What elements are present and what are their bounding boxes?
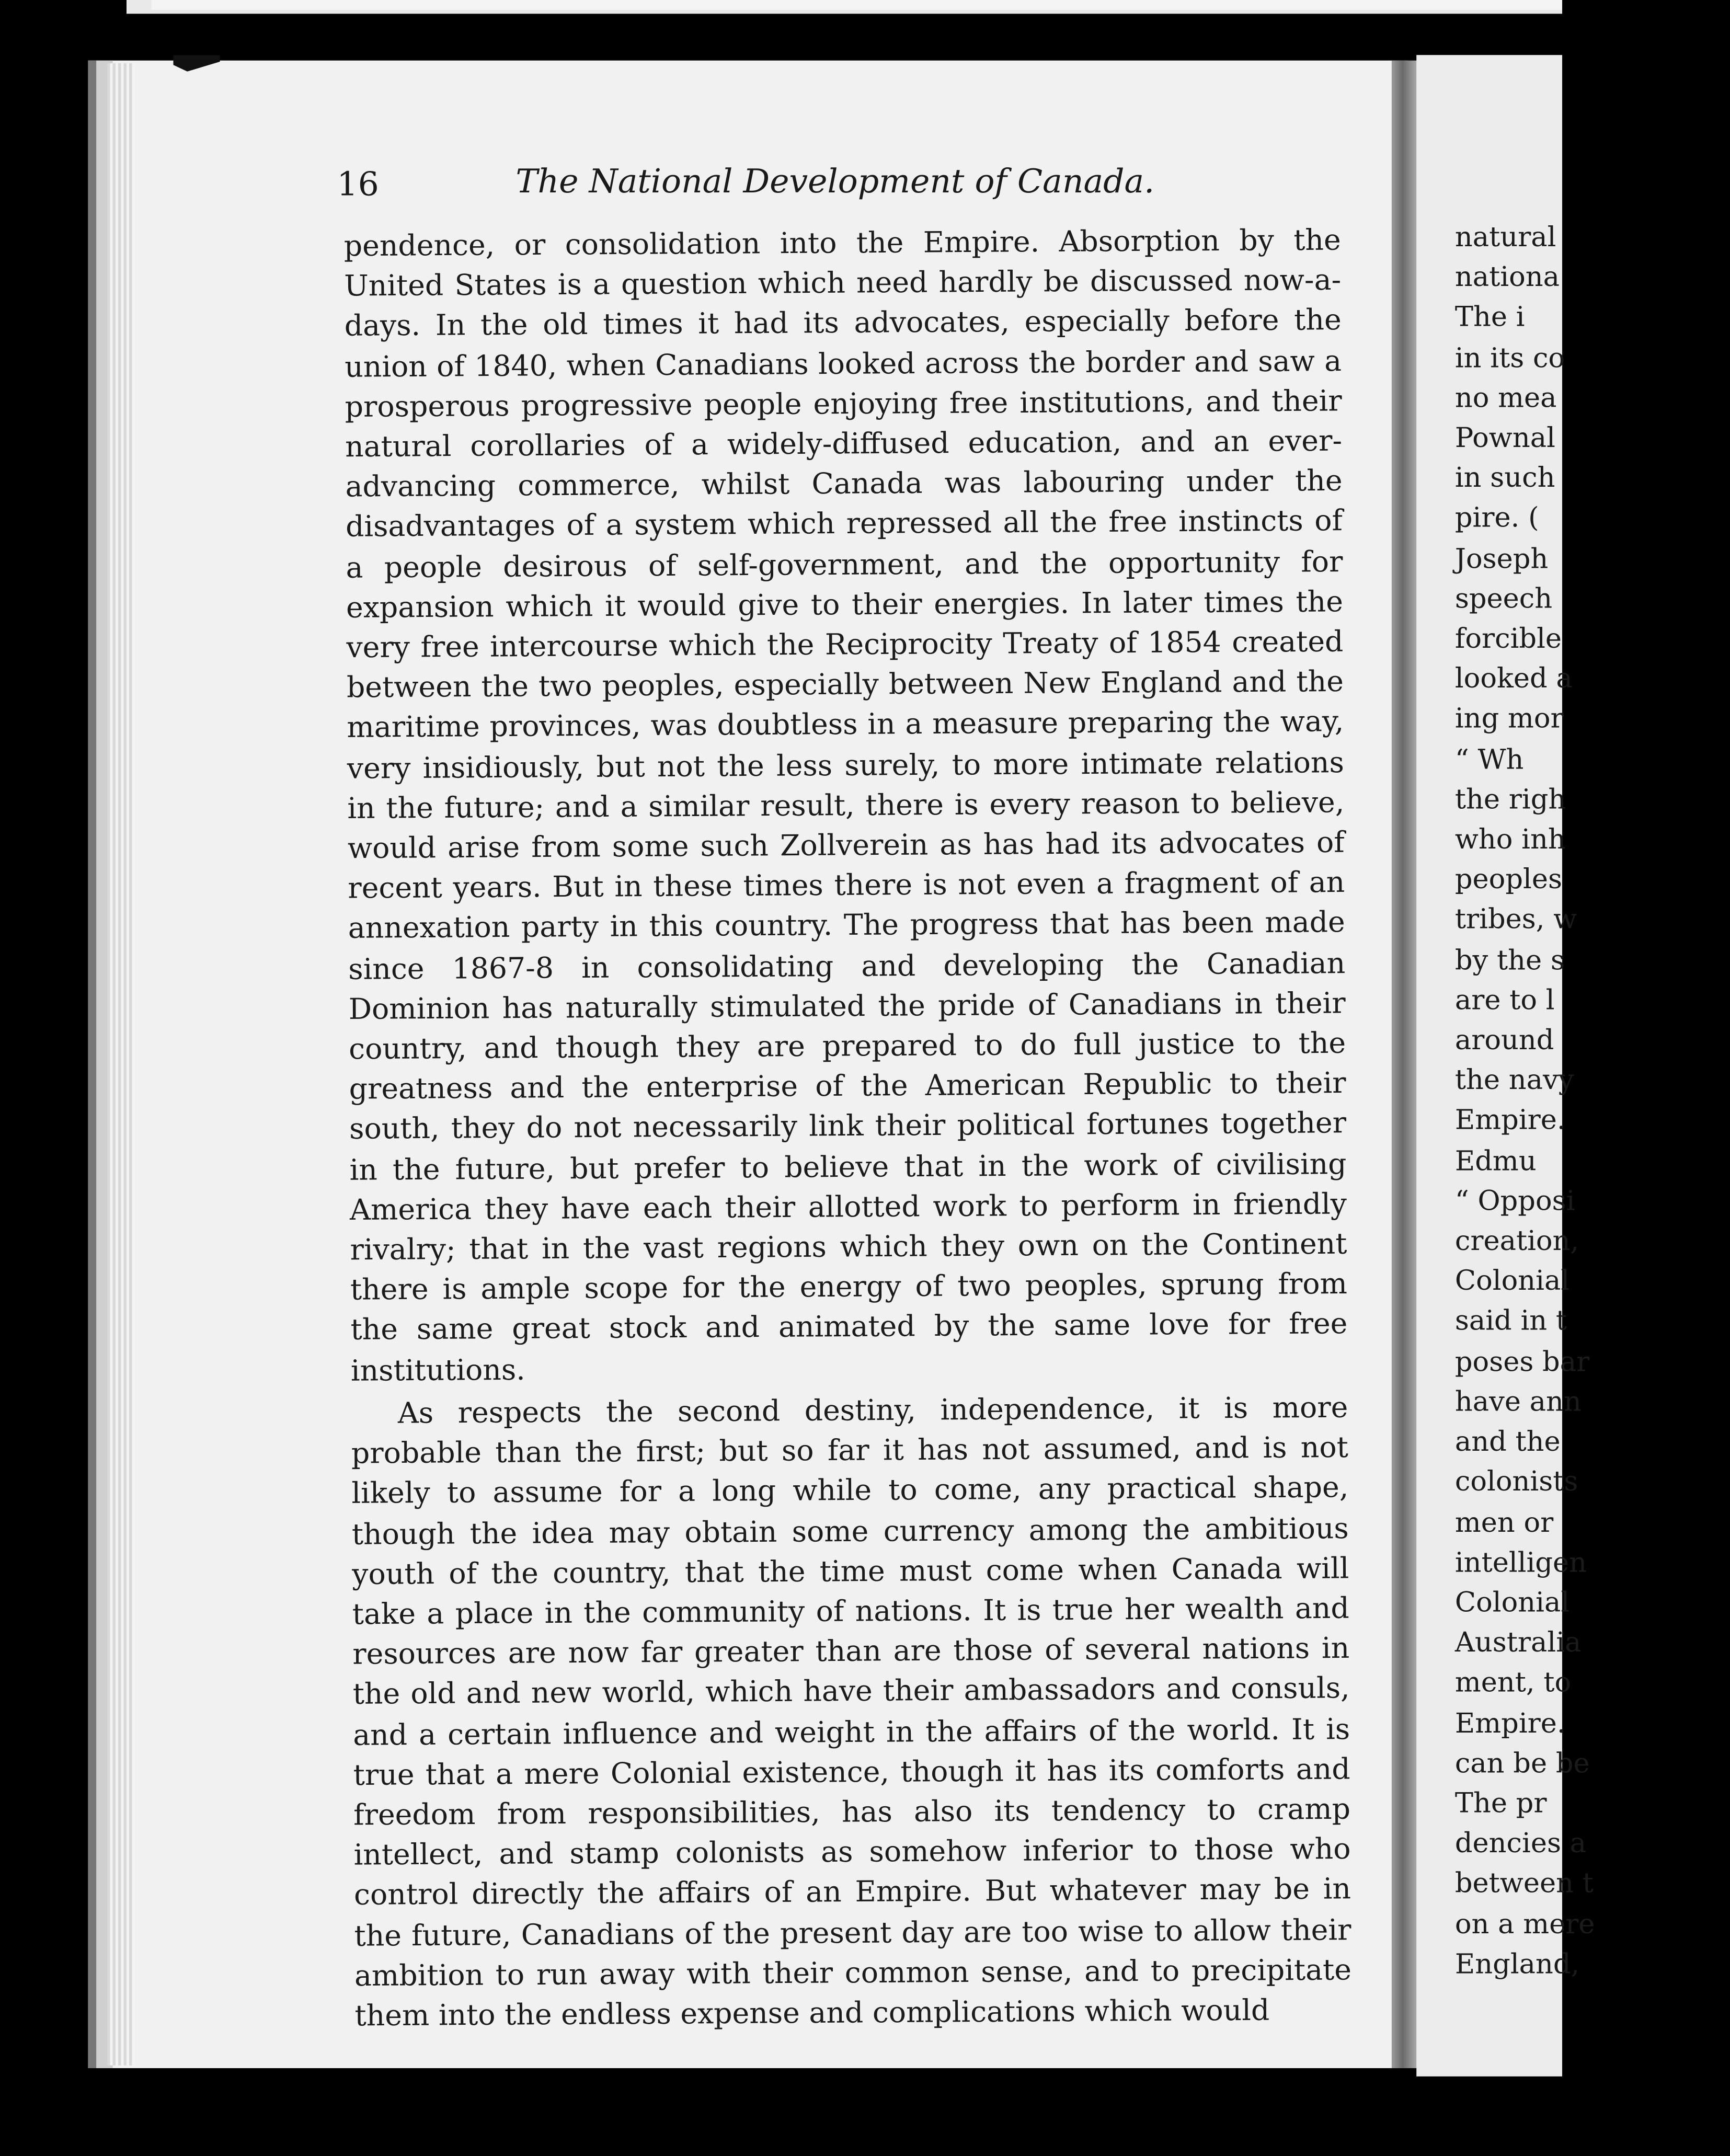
- right-page-line: said in t: [1454, 1304, 1567, 1337]
- right-page-line: England,: [1454, 1946, 1580, 1980]
- right-page: [1416, 55, 1595, 2077]
- book-gutter: [1392, 61, 1419, 2068]
- right-page-line: ing mor: [1454, 702, 1564, 735]
- right-page-line: speech: [1454, 581, 1553, 615]
- right-page-line: Empire.: [1454, 1103, 1566, 1137]
- body-text: [344, 221, 1352, 2036]
- right-page-line: pire. (: [1454, 501, 1539, 534]
- right-page-line: the navy: [1454, 1063, 1574, 1097]
- right-page-line: natural: [1454, 220, 1556, 253]
- right-page-line: The pr: [1454, 1786, 1547, 1819]
- right-page-line: nationa: [1454, 260, 1560, 293]
- right-page-line: looked a: [1454, 661, 1573, 695]
- paragraph: pendence, or consolidation into the Empire. Absorption by the United States is a question which need hardly be discussed now-a-days. In the old times it had its advocates, especially before the union of 1840, when Canadians looked across the border and saw a prosperous progressive people enjoying free institutions, and their natural corollaries of a widely-diffused education, and an ever-advancing commerce, whilst Canada was labouring under the disadvantages of a system which repressed all the free instincts of a people desirous of self-government, and the opportunity for expansion which it would give to their energies. In later times the very free intercourse which the Reciprocity Treaty of 1854 created between the two peoples, especially between New England and the maritime provinces, was doubtless in a measure preparing the way, very insidiously, but not the less surely, to more intimate relations in the future; and a similar result, there is every reason to believe, would arise from some such Zollverein as has had its advocates of recent years. But in these times there is not even a fragment of an annexation party in this country. The progress that has been made since 1867-8 in consolidating and developing the Canadian Dominion has naturally stimulated the pride of Canadians in their country, and though they are prepared to do full justice to the greatness and the enterprise of the American Republic to their south, they do not necessarily link their political fortunes together in the future, but prefer to believe that in the work of civilising America they have each their allotted work to perform in friendly rivalry; that in the vast regions which they own on the Continent there is ample scope for the energy of two peoples, sprung from the same great stock and animated by the same love for free institutions.: [343, 223, 1348, 1387]
- running-title: The National Development of Canada.: [515, 162, 1155, 201]
- right-page-line: Empire.: [1454, 1705, 1566, 1739]
- right-page-line: peoples: [1454, 862, 1562, 896]
- right-page-line: tribes, w: [1454, 902, 1577, 936]
- page-number: 16: [337, 165, 379, 204]
- right-page-line: ment, to: [1454, 1666, 1572, 1699]
- right-page-line: Australia: [1454, 1625, 1582, 1659]
- right-page-line: Colonial: [1454, 1585, 1570, 1619]
- right-page-line: Pownal: [1454, 420, 1555, 454]
- right-page-line: poses bar: [1454, 1344, 1590, 1378]
- adjacent-page-strip-inner: [151, 0, 1562, 9]
- page-header: [337, 162, 1162, 209]
- right-page-line: intelligen: [1454, 1545, 1587, 1578]
- right-page-line: the righ: [1454, 782, 1566, 816]
- right-page-line: forcible: [1454, 621, 1562, 655]
- right-page-line: “ Opposi: [1454, 1184, 1575, 1217]
- right-page-line: dencies a: [1454, 1826, 1587, 1860]
- right-page-line: between t: [1454, 1866, 1594, 1900]
- right-page-line: Edmu: [1454, 1143, 1537, 1177]
- right-page-text: [1455, 217, 1730, 1985]
- right-page-line: creation,: [1454, 1224, 1579, 1257]
- right-page-line: are to l: [1454, 983, 1555, 1016]
- right-page-line: “ Wh: [1454, 742, 1524, 775]
- right-page-line: in its co: [1454, 340, 1565, 374]
- right-page-line: who inh: [1454, 822, 1566, 856]
- right-page-line: colonists: [1454, 1465, 1578, 1498]
- right-page-line: can be be: [1454, 1746, 1590, 1779]
- right-page-line: Colonial: [1454, 1264, 1570, 1298]
- right-page-line: Joseph: [1454, 541, 1549, 575]
- right-page-line: men or: [1454, 1505, 1554, 1538]
- right-page-line: on a mere: [1454, 1906, 1595, 1940]
- right-page-line: The i: [1454, 300, 1525, 334]
- right-page-line: by the s: [1454, 943, 1565, 976]
- right-page-line: around: [1454, 1023, 1554, 1057]
- right-page-line: no mea: [1454, 381, 1557, 414]
- right-page-line: and the: [1454, 1425, 1561, 1458]
- right-page-line: in such: [1454, 461, 1555, 494]
- right-page-line: have ann: [1454, 1384, 1582, 1418]
- page-edges: [107, 63, 135, 2066]
- paragraph: As respects the second destiny, independence, it is more probable than the first; but so far it has not assumed, and is not likely to assume for a long while to come, any practical shape, though the idea may obtain some currency among the ambitious youth of the country, that the time must come when Canada will take a place in the community of nations. It is true her wealth and resources are now far greater than are those of several nations in the old and new world, which have their ambassadors and consuls, and a certain influence and weight in the affairs of the world. It is true that a mere Colonial existence, though it has its comforts and freedom from responsibilities, has also its tendency to cramp intellect, and stamp colonists as somehow inferior to those who control directly the affairs of an Empire. But whatever may be in the future, Canadians of the present day are too wise to allow their ambition to run away with their common sense, and to precipitate them into the endless expense and complications which would: [351, 1391, 1352, 2033]
